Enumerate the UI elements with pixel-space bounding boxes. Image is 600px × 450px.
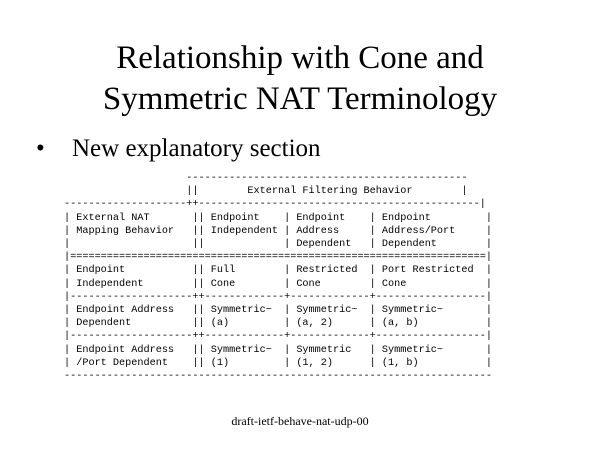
nat-behavior-ascii-table bbox=[64, 172, 492, 383]
table-line: | External NAT || Endpoint | Endpoint | Endpoint | bbox=[64, 212, 492, 224]
table-line: | Mapping Behavior || Independent | Address | Address/Port | bbox=[64, 225, 492, 237]
table-line: | Endpoint Address || Symmetric~ | Symmetric | Symmetric~ | bbox=[64, 344, 492, 356]
table-line: |--------------------++-------------+-------------+------------------| bbox=[64, 291, 492, 303]
table-line: | /Port Dependent || (1) | (1, 2) | (1, b) | bbox=[64, 357, 492, 369]
table-line: | Independent || Cone | Cone | Cone | bbox=[64, 278, 492, 290]
bullet-text: New explanatory section bbox=[72, 135, 321, 162]
table-line: | Endpoint Address || Symmetric~ | Symmetric~ | Symmetric~ | bbox=[64, 305, 492, 317]
slide-title-line-2: Symmetric NAT Terminology bbox=[102, 81, 498, 117]
bullet-icon: • bbox=[36, 135, 45, 162]
table-line: | || | Dependent | Dependent | bbox=[64, 239, 492, 251]
table-line: |====================================================================| bbox=[64, 252, 492, 264]
slide-title bbox=[0, 38, 600, 120]
bullet-item bbox=[36, 134, 321, 164]
slide-footer: draft-ietf-behave-nat-udp-00 bbox=[231, 414, 369, 428]
table-line: ---------------------------------------------------------------------- bbox=[64, 371, 492, 383]
table-line: | Dependent || (a) | (a, 2) | (a, b) | bbox=[64, 318, 492, 330]
table-line: ---------------------------------------------- bbox=[64, 173, 468, 184]
table-line: || External Filtering Behavior | bbox=[64, 186, 468, 198]
slide-title-line-1: Relationship with Cone and bbox=[116, 40, 484, 76]
table-line: |--------------------++-------------+-------------+------------------| bbox=[64, 331, 492, 343]
table-line: --------------------++----------------------------------------------| bbox=[64, 199, 486, 211]
table-line: | Endpoint || Full | Restricted | Port Restricted | bbox=[64, 265, 492, 277]
